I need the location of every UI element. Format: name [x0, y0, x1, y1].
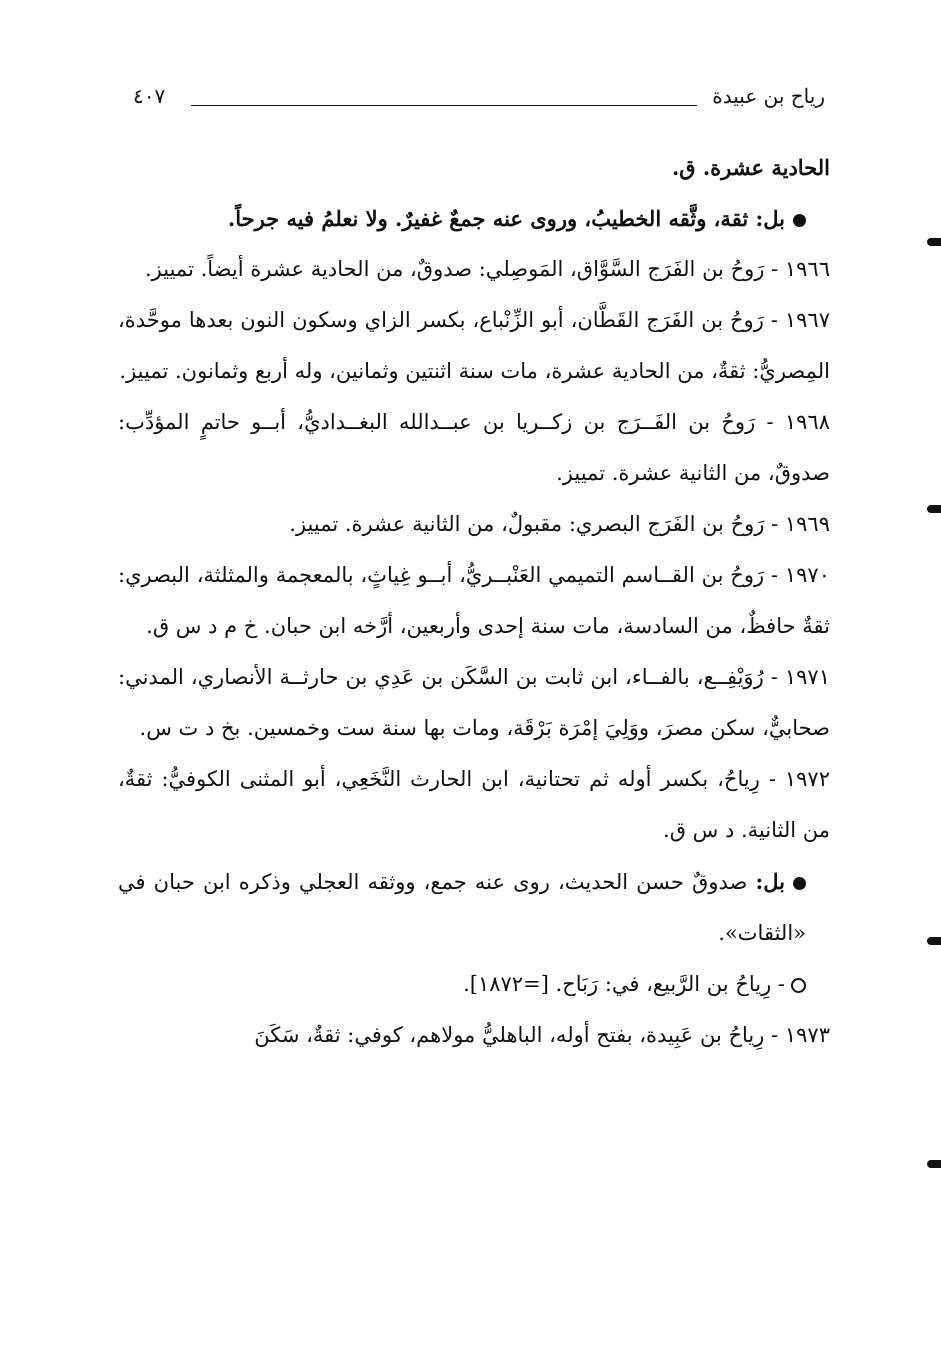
cross-reference — [118, 959, 830, 1010]
margin-mark — [927, 238, 941, 246]
entry-text: - رَوحُ بن الفَرَج السَّوَّاق، المَوصِلي: صدوقٌ، من الحادية عشرة أيضاً. تمييز. — [145, 257, 779, 281]
entry-number: ١٩٦٨ — [784, 410, 830, 434]
note-label: بل: — [755, 869, 785, 894]
entry-number: ١٩٦٩ — [784, 512, 830, 536]
margin-mark — [927, 937, 941, 945]
entry-number: ١٩٦٧ — [784, 308, 830, 332]
entry-1971 — [118, 652, 830, 754]
continued-line — [118, 142, 830, 193]
entry-1970 — [118, 550, 830, 652]
entry-number: ١٩٧١ — [784, 665, 830, 689]
note-label: بل: — [755, 206, 785, 231]
note-text: ثقة، وثَّقه الخطيبُ، وروى عنه جمعٌ غفيرٌ. ولا نعلمُ فيه جرحاً. — [227, 206, 749, 231]
entry-text: - رُوَيْفِــع، بالفــاء، ابن ثابت بن السَّكَن بن عَدِي بن حارثــة الأنصاري، المدني: صحابيٌّ، سكن مصرَ، ووَلِيَ إمْرَة بَرْقَة، ومات بها سنة ست وخمسين. بخ د ت س. — [118, 665, 830, 740]
ring-icon — [791, 978, 806, 993]
margin-mark — [927, 1160, 941, 1168]
annotation-note — [118, 856, 830, 959]
entry-text: - رَوحُ بن القــاسم التميمي العَنْبــريُّ، أبــو غِياثٍ، بالمعجمة والمثلثة، البصري: ثقةٌ حافظٌ، من السادسة، مات سنة إحدى وأربعين، أرَّخه ابن حبان. خ م د س ق. — [118, 563, 830, 638]
entry-number: ١٩٦٦ — [784, 257, 830, 281]
entry-1966 — [118, 244, 830, 295]
entry-number: ١٩٧٢ — [784, 767, 830, 791]
entry-1972 — [118, 754, 830, 856]
note-text: صدوقٌ حسن الحديث، روى عنه جمع، ووثقه العجلي وذكره ابن حبان في «الثقات». — [118, 870, 806, 945]
header-rule — [191, 105, 697, 106]
cross-reference-text: - رِياحُ بن الرَّبيع، في: رَبَاح. [=١٨٧٢]. — [463, 972, 785, 996]
bullet-icon — [793, 214, 806, 227]
entry-1967 — [118, 295, 830, 397]
entry-text: - رَوحُ بن الفَرَج القَطَّان، أبو الزِّنْباع، بكسر الزاي وسكون النون بعدها موحَّدة، المِصريُّ: ثقةٌ، من الحادية عشرة، مات سنة اثنتين وثمانين، وله أربع وثمانون. تمييز. — [118, 308, 830, 383]
continued-text: الحادية عشرة. ق. — [671, 155, 830, 180]
entry-text: - رِياحُ، بكسر أوله ثم تحتانية، ابن الحارث النَّخَعِي، أبو المثنى الكوفيُّ: ثقةٌ، من الثانية. د س ق. — [118, 767, 830, 842]
margin-mark — [927, 505, 941, 513]
entry-number: ١٩٧٠ — [784, 563, 830, 587]
running-header — [133, 84, 825, 116]
entry-text: - رَوحُ بن الفَــرَج بن زكــريا بن عبــدالله البغــداديُّ، أبــو حاتمٍ المؤدِّب: صدوقٌ، من الثانية عشرة. تمييز. — [118, 410, 830, 485]
annotation-note — [118, 193, 830, 244]
entry-1973 — [118, 1010, 830, 1061]
running-title: رياح بن عبيدة — [712, 84, 825, 108]
bullet-icon — [793, 877, 806, 890]
entry-text: - رِياحُ بن عَبِيدة، بفتح أوله، الباهليُّ مولاهم، كوفي: ثقةٌ، سَكَنَ — [254, 1023, 779, 1047]
entry-text: - رَوحُ بن الفَرَج البصري: مقبولٌ، من الثانية عشرة. تمييز. — [289, 512, 779, 536]
entry-1968 — [118, 397, 830, 499]
entry-1969 — [118, 499, 830, 550]
entry-number: ١٩٧٣ — [784, 1023, 830, 1047]
main-text — [118, 142, 830, 1061]
page-number: ٤٠٧ — [133, 84, 166, 108]
